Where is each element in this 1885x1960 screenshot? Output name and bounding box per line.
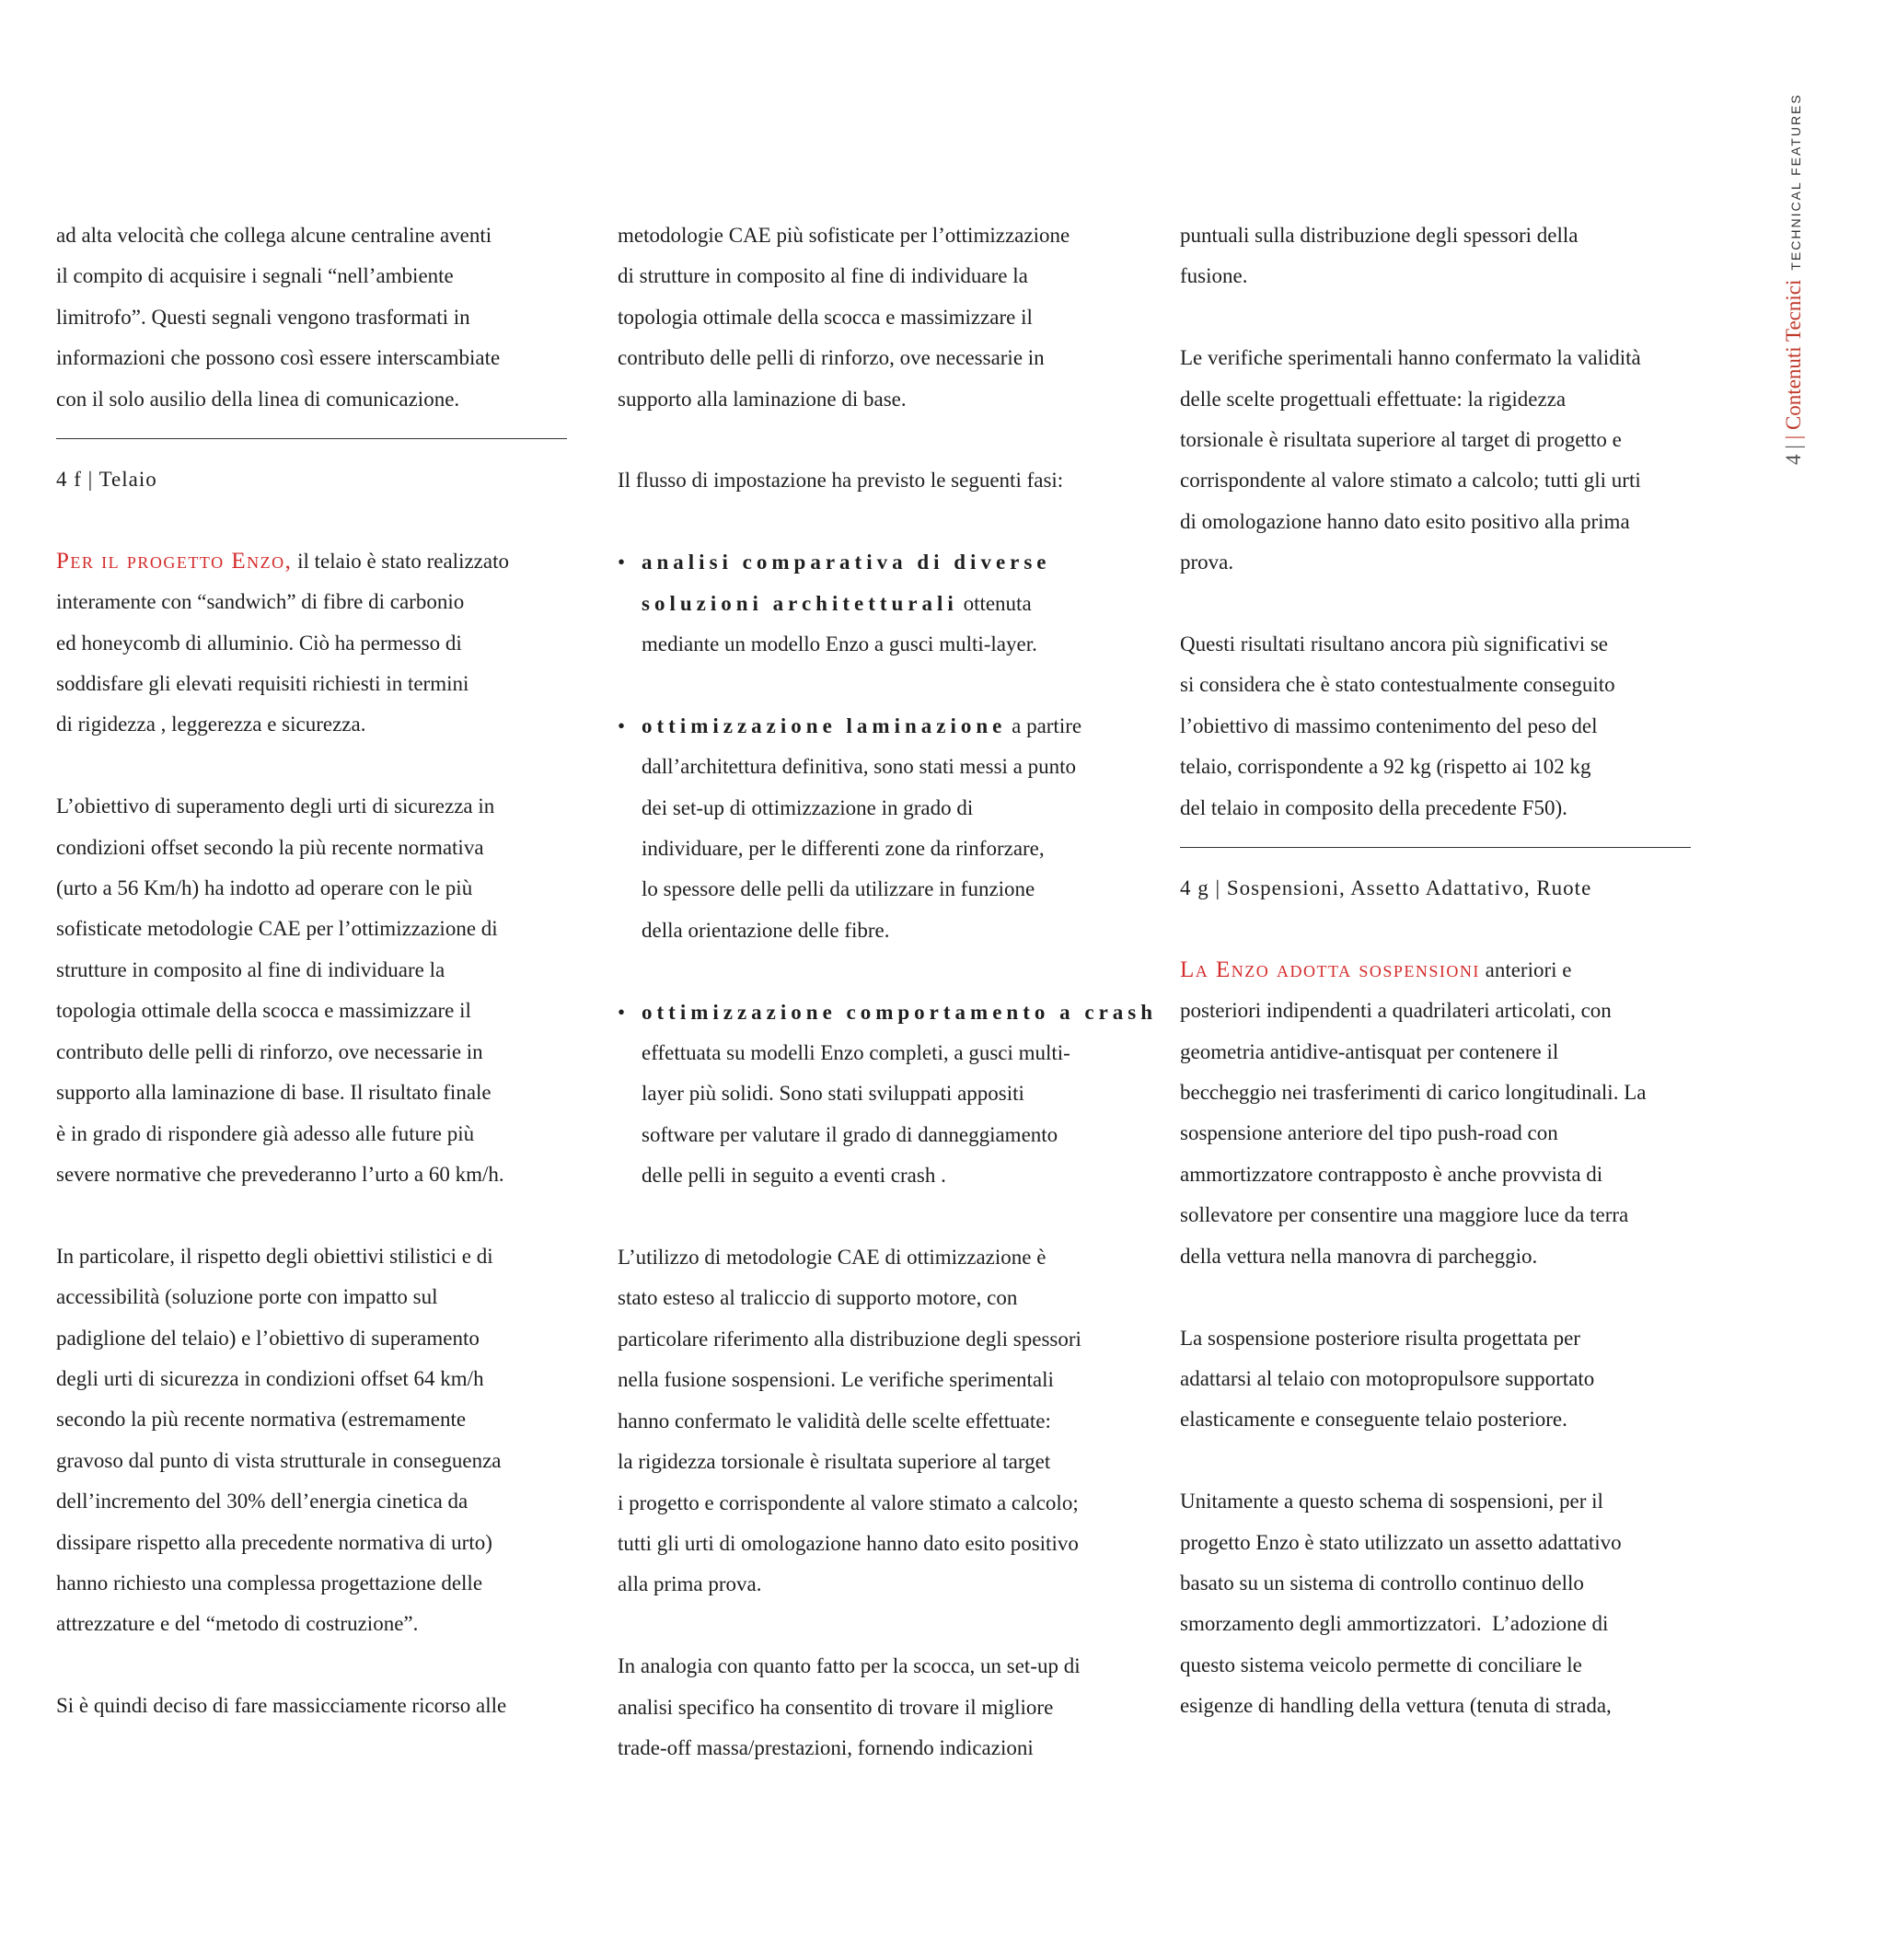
text-line: fusione.	[1180, 264, 1248, 288]
text-column-3	[1180, 215, 1723, 1727]
text-line: ottenuta	[957, 591, 1032, 615]
text-line: layer più solidi. Sono stati sviluppati appositi	[642, 1082, 1024, 1106]
text-line: ammortizzatore contrapposto è anche provvista di	[1180, 1162, 1603, 1186]
text-line: di strutture in composito al fine di individuare la	[618, 264, 1028, 288]
text-line: esigenze di handling della vettura (tenuta di strada,	[1180, 1694, 1612, 1718]
text-line: dissipare rispetto alla precedente normativa di urto)	[56, 1530, 492, 1554]
text-line: condizioni offset secondo la più recente normativa	[56, 835, 484, 859]
text-line: della orientazione delle fibre.	[642, 918, 890, 942]
text-line: In analogia con quanto fatto per la scocca, un set-up di	[618, 1654, 1081, 1678]
text-line: Questi risultati risultano ancora più significativi se	[1180, 632, 1609, 656]
text-line: a partire	[1006, 713, 1082, 737]
paragraph	[1180, 1481, 1723, 1726]
paragraph	[56, 541, 599, 746]
text-line: della vettura nella manovra di parcheggio.	[1180, 1244, 1538, 1268]
paragraph	[1180, 338, 1723, 583]
text-line: interamente con “sandwich” di fibre di carbonio	[56, 590, 465, 614]
text-column-1	[56, 215, 599, 1727]
bullet-term: ottimizzazione laminazione	[642, 713, 1007, 737]
bullet-term: soluzioni architetturali	[642, 591, 958, 615]
text-line: L’obiettivo di superamento degli urti di sicurezza in	[56, 794, 495, 818]
paragraph	[1180, 1318, 1723, 1441]
text-line: nella fusione sospensioni. Le verifiche sperimentali	[618, 1368, 1054, 1392]
text-line: dell’incremento del 30% dell’energia cinetica da	[56, 1490, 468, 1513]
bullet-item	[618, 706, 1161, 951]
paragraph	[56, 1236, 599, 1645]
text-line: In particolare, il rispetto degli obiettivi stilistici e di	[56, 1244, 493, 1268]
text-line: l’obiettivo di massimo contenimento del peso del	[1180, 713, 1598, 737]
text-line: secondo la più recente normativa (estremamente	[56, 1408, 467, 1432]
text-line: (urto a 56 Km/h) ha indotto ad operare con le più	[56, 876, 473, 900]
text-line: soddisfare gli elevati requisiti richiesti in termini	[56, 672, 469, 696]
text-line: delle pelli in seguito a eventi crash .	[642, 1164, 946, 1188]
text-line: attrezzature e del “metodo di costruzione”.	[56, 1612, 419, 1636]
text-line: supporto alla laminazione di base. Il risultato finale	[56, 1081, 491, 1105]
paragraph	[1180, 950, 1723, 1277]
text-line: progetto Enzo è stato utilizzato un assetto adattativo	[1180, 1530, 1622, 1554]
text-column-2	[618, 215, 1161, 1769]
text-line: sospensione anteriore del tipo push-road con	[1180, 1121, 1558, 1145]
text-line: severe normative che prevederanno l’urto a 60 km/h.	[56, 1162, 504, 1186]
text-line: strutture in composito al fine di individuare la	[56, 957, 445, 981]
text-line: hanno confermato le validità delle scelte effettuate:	[618, 1409, 1051, 1432]
text-line: software per valutare il grado di danneggiamento	[642, 1122, 1058, 1146]
text-line: telaio, corrispondente a 92 kg (rispetto ai 102 kg	[1180, 755, 1591, 779]
paragraph	[618, 215, 1161, 420]
text-line: accessibilità (soluzione porte con impatto sul	[56, 1285, 438, 1309]
text-line: effettuata su modelli Enzo completi, a gusci multi-	[642, 1041, 1070, 1065]
paragraph	[1180, 624, 1723, 829]
text-line: prova.	[1180, 551, 1234, 574]
paragraph	[618, 1237, 1161, 1606]
text-line: di omologazione hanno dato esito positivo alla prima	[1180, 509, 1630, 533]
text-line: torsionale è risultata superiore al target di progetto e	[1180, 428, 1622, 452]
text-line: particolare riferimento alla distribuzione degli spessori	[618, 1327, 1081, 1351]
text-line: degli urti di sicurezza in condizioni offset 64 km/h	[56, 1366, 484, 1390]
text-line: mediante un modello Enzo a gusci multi-layer.	[642, 632, 1037, 656]
bullet-item	[618, 542, 1161, 665]
text-line: Le verifiche sperimentali hanno confermato la validità	[1180, 346, 1641, 370]
text-line: contributo delle pelli di rinforzo, ove necessarie in	[618, 346, 1045, 370]
text-line: di rigidezza , leggerezza e sicurezza.	[56, 713, 366, 736]
side-section-number: 4 |	[1782, 439, 1805, 465]
text-line: sofisticate metodologie CAE per l’ottimizzazione di	[56, 917, 498, 941]
text-line: analisi specifico ha consentito di trovare il migliore	[618, 1695, 1054, 1719]
paragraph	[56, 1686, 599, 1726]
text-line: dei set-up di ottimizzazione in grado di	[642, 795, 974, 819]
side-section-title-it: | Contenuti Tecnici	[1782, 279, 1805, 440]
text-line: dall’architettura definitiva, sono stati messi a punto	[642, 755, 1077, 779]
text-line: trade-off massa/prestazioni, fornendo indicazioni	[618, 1735, 1034, 1759]
text-line: tutti gli urti di omologazione hanno dato esito positivo	[618, 1531, 1079, 1555]
text-line: del telaio in composito della precedente F50).	[1180, 795, 1567, 819]
text-line: ed honeycomb di alluminio. Ciò ha permesso di	[56, 631, 462, 655]
text-line: Si è quindi deciso di fare massicciamente ricorso alle	[56, 1694, 507, 1718]
side-section-header	[1782, 93, 1806, 465]
text-line: si considera che è stato contestualmente conseguito	[1180, 673, 1615, 697]
paragraph	[1180, 215, 1723, 297]
text-line: con il solo ausilio della linea di comunicazione.	[56, 387, 460, 411]
text-line: adattarsi al telaio con motopropulsore supportato	[1180, 1366, 1595, 1390]
bullet-item	[618, 992, 1161, 1197]
text-line: La sospensione posteriore risulta progettata per	[1180, 1326, 1580, 1350]
text-line: limitrofo”. Questi segnali vengono trasformati in	[56, 305, 470, 329]
text-line: anteriori e	[1479, 957, 1572, 981]
text-line: sollevatore per consentire una maggiore luce da terra	[1180, 1203, 1629, 1227]
bullet-marker: •	[618, 551, 626, 574]
text-line: è in grado di rispondere già adesso alle future più	[56, 1121, 475, 1145]
bullet-marker: •	[618, 713, 626, 737]
text-line: smorzamento degli ammortizzatori. L’adozione di	[1180, 1612, 1609, 1636]
bullet-term: ottimizzazione comportamento a crash	[642, 1000, 1158, 1024]
text-line: lo spessore delle pelli da utilizzare in funzione	[642, 877, 1035, 901]
text-line: supporto alla laminazione di base.	[618, 387, 907, 411]
text-line: delle scelte progettuali effettuate: la rigidezza	[1180, 387, 1567, 411]
section-divider	[1180, 847, 1691, 848]
text-line: geometria antidive-antisquat per contenere il	[1180, 1039, 1559, 1063]
text-line: contributo delle pelli di rinforzo, ove necessarie in	[56, 1039, 483, 1063]
section-divider	[56, 438, 567, 439]
text-line: puntuali sulla distribuzione degli spessori della	[1180, 224, 1579, 247]
text-line: il compito di acquisire i segnali “nell’ambiente	[56, 264, 454, 288]
side-section-title-en: TECHNICAL FEATURES	[1788, 93, 1803, 271]
text-line: i progetto e corrispondente al valore stimato a calcolo;	[618, 1490, 1079, 1514]
section-heading-telaio: 4 f | Telaio	[56, 468, 157, 492]
paragraph	[56, 786, 599, 1195]
text-line: alla prima prova.	[618, 1572, 762, 1596]
text-line: L’utilizzo di metodologie CAE di ottimizzazione è	[618, 1246, 1047, 1270]
text-line: padiglione del telaio) e l’obiettivo di superamento	[56, 1326, 480, 1350]
text-line: Unitamente a questo schema di sospensioni, per il	[1180, 1490, 1603, 1513]
bullet-term: analisi comparativa di diverse	[642, 551, 1051, 574]
text-line: stato esteso al traliccio di supporto motore, con	[618, 1286, 1018, 1310]
paragraph	[618, 1646, 1161, 1769]
text-line: il telaio è stato realizzato	[292, 549, 509, 573]
paragraph	[56, 215, 599, 420]
text-line: gravoso dal punto di vista strutturale in conseguenza	[56, 1448, 502, 1472]
section-heading-sospensioni: 4 g | Sospensioni, Assetto Adattativo, Ruote	[1180, 876, 1592, 900]
lead-in-text: Per il progetto Enzo,	[56, 548, 293, 574]
text-line: basato su un sistema di controllo continuo dello	[1180, 1571, 1584, 1595]
text-line: metodologie CAE più sofisticate per l’ottimizzazione	[618, 224, 1070, 247]
bullet-marker: •	[618, 1000, 626, 1024]
text-line: individuare, per le differenti zone da rinforzare,	[642, 837, 1045, 861]
text-line: questo sistema veicolo permette di conciliare le	[1180, 1653, 1582, 1676]
text-line: beccheggio nei trasferimenti di carico longitudinali. La	[1180, 1081, 1647, 1105]
text-line: ad alta velocità che collega alcune centraline aventi	[56, 224, 492, 247]
text-line: la rigidezza torsionale è risultata superiore al target	[618, 1450, 1051, 1474]
text-line: hanno richiesto una complessa progettazione delle	[56, 1571, 483, 1595]
text-line: elasticamente e conseguente telaio posteriore.	[1180, 1408, 1567, 1432]
text-line: Il flusso di impostazione ha previsto le seguenti fasi:	[618, 469, 1064, 493]
text-line: topologia ottimale della scocca e massimizzare il	[56, 999, 471, 1023]
text-line: posteriori indipendenti a quadrilateri articolati, con	[1180, 999, 1612, 1023]
text-line: informazioni che possono così essere interscambiate	[56, 346, 501, 370]
text-line: corrispondente al valore stimato a calcolo; tutti gli urti	[1180, 469, 1641, 493]
text-line: topologia ottimale della scocca e massimizzare il	[618, 305, 1033, 329]
lead-in-text: La Enzo adotta sospensioni	[1180, 957, 1480, 982]
